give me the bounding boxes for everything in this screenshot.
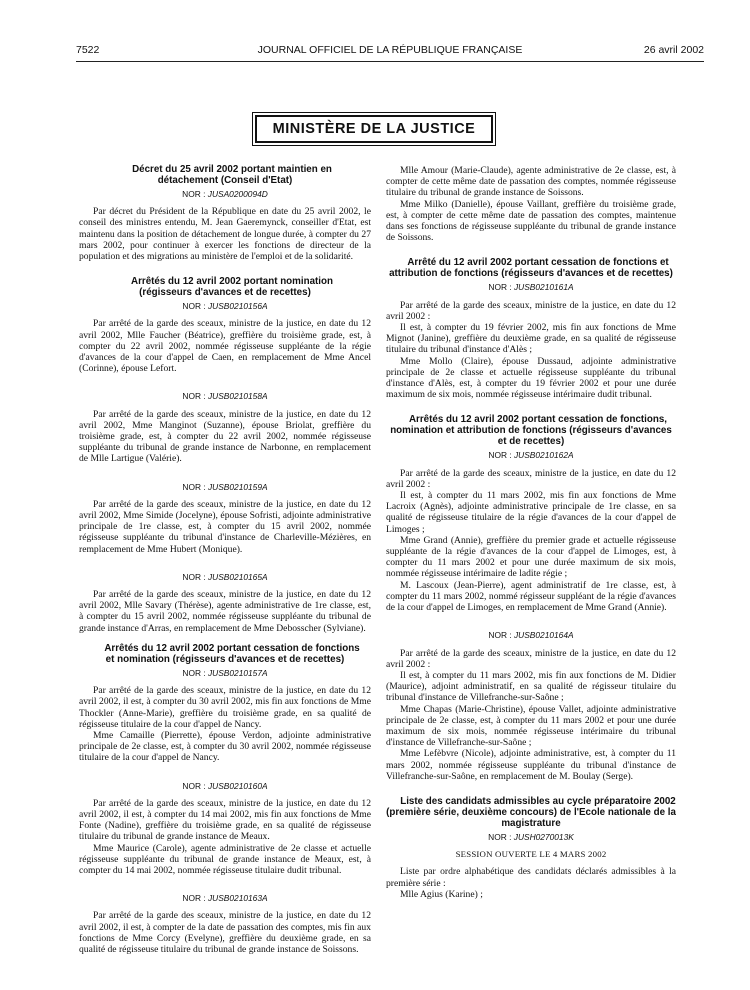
paragraph: Il est, à compter du 11 mars 2002, mis fin aux fonctions de Mme Lacroix (Agnès), adjointe administrative principale de 1re classe, en sa qualité de régisseuse titulaire de la régie d'avances de la cour d'appel de Limoges ; xyxy=(386,490,676,535)
nor-code: JUSB0210160A xyxy=(207,780,268,791)
section-cessation-nomination xyxy=(79,643,371,764)
section-nomination xyxy=(79,276,371,374)
paragraph: Il est, à compter du 11 mars 2002, mis fin aux fonctions de M. Didier (Maurice), adjoint administratif, en sa qualité de régisseur titulaire du tribunal d'instance de Villefranche-sur-Saône ; xyxy=(386,669,676,704)
nor-line: NOR : JUSA0200094D xyxy=(182,189,268,199)
nor-line: NOR : JUSB0210160A xyxy=(182,780,268,791)
nor-line: NOR : JUSB0210161A xyxy=(488,282,574,293)
nor-line: NOR : JUSB0210165A xyxy=(182,571,268,582)
section-arrete xyxy=(79,893,371,955)
paragraph: Par arrêté de la garde des sceaux, ministre de la justice, en date du 12 avril 2002, il est, à compter du 30 avril 2002, mis fin aux fonctions de Mme Thockler (Anne-Marie), greffière du troisième grade, en sa qualité de régisseuse titulaire de la cour d'appel de Nancy. xyxy=(79,685,371,730)
nor-line: NOR : JUSH0270013K xyxy=(488,831,574,842)
nor-code: JUSB0210156A xyxy=(207,301,268,312)
section-title: Décret du 25 avril 2002 portant maintien en détachement (Conseil d'Etat) xyxy=(132,164,332,186)
paragraph: Par arrêté de la garde des sceaux, ministre de la justice, en date du 12 avril 2002, Mlle Savary (Thérèse), agente administrative de 1re classe, est, à compter du 15 avril 2002, nommée régisseuse suppléante du tribunal de grande instance d'Arras, en remplacement de Mme Debosscher (Sylviane). xyxy=(79,589,371,634)
paragraph: M. Lascoux (Jean-Pierre), agent administratif de 1re classe, est, à compter du 11 mars 2002, nommé régisseur suppléant de la régie d'avances de la cour d'appel de Limoges, en remplacement de Mme Grand (Annie). xyxy=(386,579,676,614)
section-arrete xyxy=(79,482,371,555)
journal-title: JOURNAL OFFICIEL DE LA RÉPUBLIQUE FRANÇAISE xyxy=(257,44,523,56)
paragraph: Par décret du Président de la République en date du 25 avril 2002, le conseil des ministres entendu, M. Jean Gaeremynck, conseiller d'Etat, est maintenu dans la position de détachement de longue durée, à compter du 27 mars 2002, pour continuer à exercer les fonctions de directeur de la population et des migrations au ministère de l'emploi et de la solidarité. xyxy=(79,206,371,263)
nor-line: NOR : JUSB0210163A xyxy=(182,893,268,904)
section-arrete xyxy=(79,572,371,634)
paragraph: Par arrêté de la garde des sceaux, ministre de la justice, en date du 12 avril 2002 : xyxy=(386,467,676,490)
nor-code: JUSB0210165A xyxy=(207,571,268,582)
nor-line: NOR : JUSB0210157A xyxy=(182,667,268,678)
section-title: Arrêtés du 12 avril 2002 portant cessation de fonctions et nomination (régisseurs d'avances et de recettes) xyxy=(104,642,360,665)
paragraph: Mme Grand (Annie), greffière du premier grade et actuelle régisseuse suppléante de la régie d'avances de la cour d'appel de Limoges, est, à compter du 11 mars 2002 et pour une durée maximum de six mois, nommée régisseuse intérimaire de ladite régie ; xyxy=(386,534,676,580)
nor-code: JUSB0210158A xyxy=(207,391,268,402)
section-liste-candidats xyxy=(386,796,676,900)
paragraph: Mme Lefèbvre (Nicole), adjointe administrative, est, à compter du 11 mars 2002, nommée régisseuse suppléante du tribunal d'instance de Villefranche-sur-Saône, en remplacement de M. Boulay (Serge). xyxy=(386,748,676,782)
paragraph: Par arrêté de la garde des sceaux, ministre de la justice, en date du 12 avril 2002, Mlle Faucher (Béatrice), greffière du troisième grade, est, à compter du 22 avril 2002, nommée régisseuse suppléante de la régie d'avances de la cour d'appel de Caen, en remplacement de Mme Ancel (Corinne), épouse Lefort. xyxy=(79,318,371,375)
paragraph: Mme Maurice (Carole), agente administrative de 2e classe et actuelle régisseuse suppléante du tribunal de grande instance de Meaux, est, à compter du 14 mai 2002, nommée régisseuse titulaire dudit tribunal. xyxy=(79,842,371,876)
nor-line: NOR : JUSB0210158A xyxy=(182,391,268,402)
page-header xyxy=(76,44,704,60)
paragraph: Mme Chapas (Marie-Christine), épouse Vallet, adjointe administrative principale de 2e classe, est, à compter du 11 mars 2002 et pour une durée maximum de six mois, nommée régisseuse intérimaire du tribunal d'instance de Villefranche-sur-Saône ; xyxy=(386,703,676,749)
nor-code: JUSB0210161A xyxy=(513,282,574,293)
paragraph: Par arrêté de la garde des sceaux, ministre de la justice, en date du 12 avril 2002 : xyxy=(386,299,676,322)
paragraph: Mlle Agius (Karine) ; xyxy=(400,888,483,900)
paragraph: Mme Camaille (Pierrette), épouse Verdon, adjointe administrative principale de 2e classe, est, à compter du 30 avril 2002, nommée régisseuse titulaire de la cour d'appel de Nancy. xyxy=(79,729,371,764)
section-title: Arrêtés du 12 avril 2002 portant cessation de fonctions, nomination et attribution de fonctions (régisseurs d'avances et de recettes) xyxy=(390,414,672,448)
paragraph: Par arrêté de la garde des sceaux, ministre de la justice, en date du 12 avril 2002, il est, à compter du 14 mai 2002, mis fin aux fonctions de Mme Fonte (Nadine), greffière du troisième grade, en sa qualité de régisseuse titulaire du tribunal de grande instance de Meaux. xyxy=(79,797,371,843)
nor-line: NOR : JUSB0210159A xyxy=(182,481,268,492)
nor-code: JUSB0210162A xyxy=(513,450,574,461)
nor-code: JUSA0200094D xyxy=(207,189,268,199)
session-line: SESSION OUVERTE LE 4 MARS 2002 xyxy=(455,849,607,860)
paragraph: Par arrêté de la garde des sceaux, ministre de la justice, en date du 12 avril 2002, Mme Simide (Jocelyne), épouse Sofristi, adjointe administrative principale de 1re classe, est, à compter du 15 avril 2002, nommée régisseuse suppléante du tribunal d'instance de Charleville-Mézières, en remplacement de Mme Hubert (Monique). xyxy=(79,498,371,555)
left-column xyxy=(79,164,371,955)
section-arrete xyxy=(79,391,371,464)
paragraph: Mme Mollo (Claire), épouse Dussaud, adjointe administrative principale de 2e classe et actuelle régisseuse suppléante du tribunal d'instance d'Alès, est, à compter du 19 février 2002 et pour une durée maximum de six mois, nommée régisseuse intérimaire dudit tribunal. xyxy=(386,355,676,401)
ministry-title-box xyxy=(255,115,493,143)
section-decret-detachement xyxy=(79,164,371,262)
nor-line: NOR : JUSB0210164A xyxy=(488,630,574,641)
ministry-title: MINISTÈRE DE LA JUSTICE xyxy=(272,121,476,137)
section-title: Arrêté du 12 avril 2002 portant cessation de fonctions et attribution de fonctions (régisseurs d'avances et de recettes) xyxy=(389,257,673,280)
nor-code: JUSH0270013K xyxy=(513,831,574,842)
section-cessation-attribution xyxy=(386,257,676,400)
nor-line: NOR : JUSB0210162A xyxy=(488,450,574,461)
paragraph: Mlle Amour (Marie-Claude), agente administrative de 2e classe, est, à compter de cette même date de passation des comptes, nommée régisseuse titulaire du tribunal de grande instance de Soissons. xyxy=(386,165,676,199)
header-rule xyxy=(76,61,704,62)
paragraph: Il est, à compter du 19 février 2002, mis fin aux fonctions de Mme Mignot (Janine), greffière du deuxième grade, en sa qualité de régisseuse titulaire du tribunal d'instance d'Alès ; xyxy=(386,322,676,356)
nor-code: JUSB0210157A xyxy=(207,667,268,678)
section-arrete xyxy=(386,630,676,782)
paragraph: Par arrêté de la garde des sceaux, ministre de la justice, en date du 12 avril 2002, il est, à compter de la date de passation des comptes, mis fin aux fonctions de Mme Corcy (Evelyne), greffière du deuxième grade, en sa qualité de régisseuse titulaire du tribunal de grande instance de Soissons. xyxy=(79,910,371,955)
paragraph: Par arrêté de la garde des sceaux, ministre de la justice, en date du 12 avril 2002 : xyxy=(386,647,676,670)
paragraph: Liste par ordre alphabétique des candidats déclarés admissibles à la première série : xyxy=(386,866,676,889)
issue-date: 26 avril 2002 xyxy=(643,44,704,56)
section-title: Liste des candidats admissibles au cycle préparatoire 2002 (première série, deuxième concours) de l'Ecole nationale de la magistrature xyxy=(386,795,676,829)
right-column xyxy=(386,165,676,900)
section-arrete xyxy=(79,781,371,877)
nor-code: JUSB0210164A xyxy=(513,630,574,641)
page-number: 7522 xyxy=(76,44,100,56)
nor-line: NOR : JUSB0210156A xyxy=(182,301,268,312)
paragraph: Par arrêté de la garde des sceaux, ministre de la justice, en date du 12 avril 2002, Mme Manginot (Suzanne), épouse Briolat, greffière du troisième grade, est, à compter du 22 avril 2002, nommée régisseuse suppléante du tribunal de grande instance de Narbonne, en remplacement de Mlle Lartigue (Valérie). xyxy=(79,408,371,465)
section-cessation-nomination-attribution xyxy=(386,414,676,613)
nor-code: JUSB0210159A xyxy=(207,481,268,492)
paragraph: Mme Milko (Danielle), épouse Vaillant, greffière du troisième grade, est, à compter de cette même date de passation des comptes, maintenue dans ses fonctions de régisseuse suppléante du tribunal de grande instance de Soissons. xyxy=(386,198,676,244)
section-title: Arrêtés du 12 avril 2002 portant nomination (régisseurs d'avances et de recettes) xyxy=(131,276,333,299)
nor-code: JUSB0210163A xyxy=(207,893,268,904)
